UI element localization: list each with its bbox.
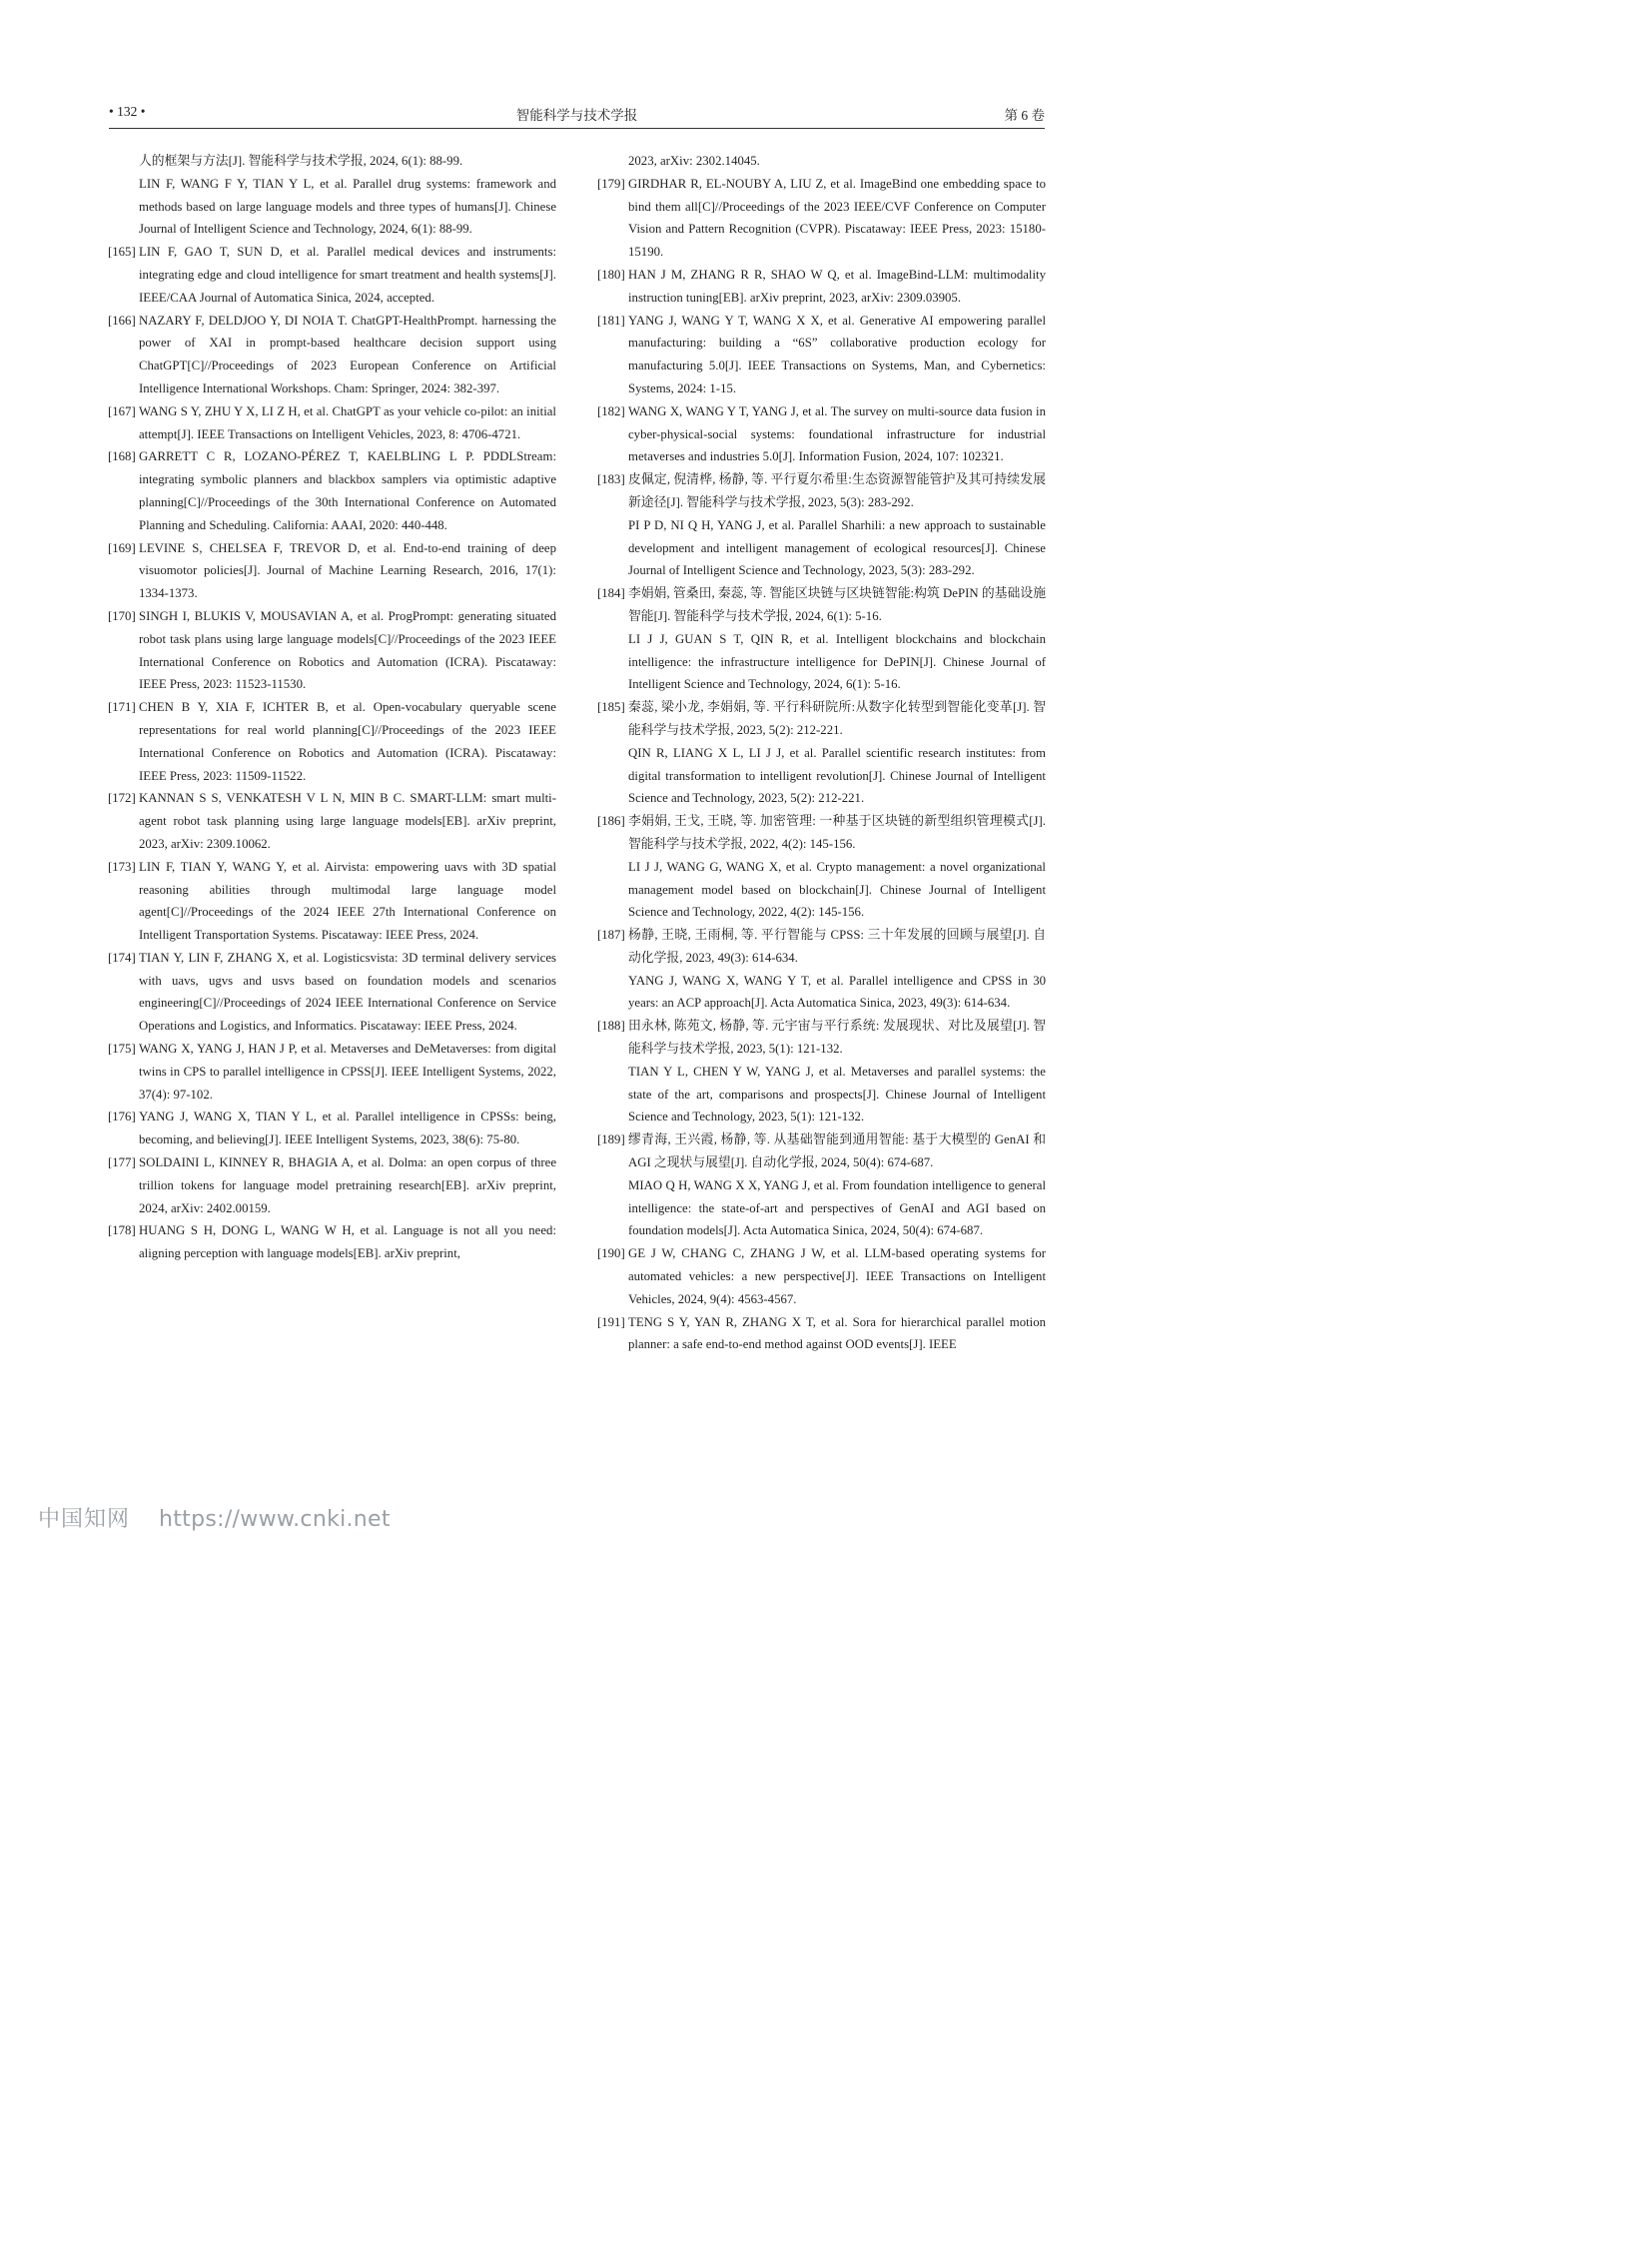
reference-text: TIAN Y, LIN F, ZHANG X, et al. Logisticsvista: 3D terminal delivery services with uavs, ugvs and usvs based on foundation models and scenarios engineering[C]//Proceedings of 2024 IEEE International Conference on Service Operations and Logistics, and Informatics. Piscataway: IEEE Press, 2024. xyxy=(139,950,556,1034)
header-rule xyxy=(109,128,1045,129)
reference-text: SOLDAINI L, KINNEY R, BHAGIA A, et al. Dolma: an open corpus of three trillion tokens for language model pretraining research[EB]. arXiv preprint, 2024, arXiv: 2402.00159. xyxy=(139,1155,556,1215)
watermark-site-name: 中国知网 xyxy=(38,1507,131,1532)
reference-entry xyxy=(109,400,556,446)
reference-text: NAZARY F, DELDJOO Y, DI NOIA T. ChatGPT-HealthPrompt. harnessing the power of XAI in prompt-based healthcare decision support using ChatGPT[C]//Proceedings of 2023 European Conference on Artificial Intelligence International Workshops. Cham: Springer, 2024: 382-397. xyxy=(139,313,556,395)
reference-text: GIRDHAR R, EL-NOUBY A, LIU Z, et al. ImageBind one embedding space to bind them all[C]//Proceedings of the 2023 IEEE/CVF Conference on Computer Vision and Pattern Recognition (CVPR). Piscataway: IEEE Press, 2023: 15180-15190. xyxy=(628,176,1046,260)
reference-text: 皮佩定, 倪清桦, 杨静, 等. 平行夏尔希里:生态资源智能管护及其可持续发展新途径[J]. 智能科学与技术学报, 2023, 5(3): 283-292. xyxy=(628,472,1046,509)
reference-entry xyxy=(109,310,556,400)
reference-entry xyxy=(598,1015,1046,1128)
reference-entry xyxy=(109,241,556,309)
right-column xyxy=(598,150,1046,1356)
reference-text: LI J J, GUAN S T, QIN R, et al. Intelligent blockchains and blockchain intelligence: the infrastructure intelligence for DePIN[J]. Chinese Journal of Intelligent Science and Technology, 2024, 6(1): 5-16. xyxy=(628,631,1046,692)
reference-entry xyxy=(109,696,556,787)
reference-entry xyxy=(598,582,1046,696)
reference-entry xyxy=(109,856,556,947)
reference-text: WANG X, YANG J, HAN J P, et al. Metaverses and DeMetaverses: from digital twins in CPS to parallel intelligence in CPSS[J]. IEEE Intelligent Systems, 2022, 37(4): 97-102. xyxy=(139,1042,556,1102)
reference-number: [165] xyxy=(108,245,136,260)
reference-number: [181] xyxy=(597,313,625,328)
reference-text: PI P D, NI Q H, YANG J, et al. Parallel Sharhili: a new approach to sustainable development and intelligent management of ecological resources[J]. Chinese Journal of Intelligent Science and Technology, 2023, 5(3): 283-292. xyxy=(628,517,1046,578)
reference-entry xyxy=(598,810,1046,924)
reference-text: HAN J M, ZHANG R R, SHAO W Q, et al. ImageBind-LLM: multimodality instruction tuning[EB]. arXiv preprint, 2023, arXiv: 2309.03905. xyxy=(628,267,1046,305)
reference-text: 李娟娟, 管桑田, 秦蕊, 等. 智能区块链与区块链智能:构筑 DePIN 的基础设施智能[J]. 智能科学与技术学报, 2024, 6(1): 5-16. xyxy=(628,586,1046,623)
reference-entry xyxy=(598,400,1046,468)
watermark-url[interactable]: https://www.cnki.net xyxy=(159,1507,391,1532)
reference-number: [170] xyxy=(108,608,136,623)
reference-text: GE J W, CHANG C, ZHANG J W, et al. LLM-based operating systems for automated vehicles: a new perspective[J]. IEEE Transactions on Intelligent Vehicles, 2024, 9(4): 4563-4567. xyxy=(628,1246,1046,1306)
reference-number: [179] xyxy=(597,176,625,191)
reference-number: [185] xyxy=(597,700,625,715)
reference-number: [190] xyxy=(597,1246,625,1261)
reference-number: [174] xyxy=(108,950,136,965)
reference-entry xyxy=(109,445,556,536)
reference-number: [169] xyxy=(108,540,136,555)
reference-text: 杨静, 王晓, 王雨桐, 等. 平行智能与 CPSS: 三十年发展的回顾与展望[J]. 自动化学报, 2023, 49(3): 614-634. xyxy=(628,928,1046,965)
reference-entry xyxy=(598,1242,1046,1310)
reference-number: [184] xyxy=(597,586,625,601)
reference-entry xyxy=(109,1038,556,1106)
reference-entry xyxy=(598,310,1046,400)
reference-text: 2023, arXiv: 2302.14045. xyxy=(628,154,760,168)
reference-continuation xyxy=(598,150,1046,173)
reference-entry xyxy=(598,924,1046,1015)
reference-text: WANG S Y, ZHU Y X, LI Z H, et al. ChatGPT as your vehicle co-pilot: an initial attempt[J]. IEEE Transactions on Intelligent Vehicles, 2023, 8: 4706-4721. xyxy=(139,403,556,441)
reference-number: [175] xyxy=(108,1042,136,1057)
reference-entry xyxy=(598,696,1046,810)
reference-entry xyxy=(598,1128,1046,1242)
reference-text: CHEN B Y, XIA F, ICHTER B, et al. Open-vocabulary queryable scene representations for real world planning[C]//Proceedings of the 2023 IEEE International Conference on Robotics and Automation (ICRA). Piscataway: IEEE Press, 2023: 11509-11522. xyxy=(139,700,556,783)
reference-text: KANNAN S S, VENKATESH V L N, MIN B C. SMART-LLM: smart multi-agent robot task planning using large language models[EB]. arXiv preprint, 2023, arXiv: 2309.10062. xyxy=(139,791,556,851)
reference-text: MIAO Q H, WANG X X, YANG J, et al. From foundation intelligence to general intelligence: the state-of-art and perspectives of GenAI and AGI based on foundation models[J]. Acta Automatica Sinica, 2024, 50(4): 674-687. xyxy=(628,1177,1046,1238)
reference-number: [171] xyxy=(108,700,136,715)
reference-number: [173] xyxy=(108,859,136,874)
reference-number: [177] xyxy=(108,1155,136,1170)
reference-entry xyxy=(109,947,556,1038)
reference-number: [167] xyxy=(108,403,136,418)
reference-entry xyxy=(109,1151,556,1219)
reference-text: YANG J, WANG X, WANG Y T, et al. Parallel intelligence and CPSS in 30 years: an ACP approach[J]. Acta Automatica Sinica, 2023, 49(3): 614-634. xyxy=(628,973,1046,1011)
reference-entry xyxy=(598,264,1046,310)
reference-text: 缪青海, 王兴霞, 杨静, 等. 从基础智能到通用智能: 基于大模型的 GenAI 和 AGI 之现状与展望[J]. 自动化学报, 2024, 50(4): 674-687. xyxy=(628,1132,1046,1170)
reference-number: [176] xyxy=(108,1110,136,1124)
reference-text: LIN F, TIAN Y, WANG Y, et al. Airvista: empowering uavs with 3D spatial reasoning abilities through multimodal large language model agent[C]//Proceedings of the 2024 IEEE 27th International Conference on Intelligent Transportation Systems. Piscataway: IEEE Press, 2024. xyxy=(139,859,556,943)
reference-text: 人的框架与方法[J]. 智能科学与技术学报, 2024, 6(1): 88-99. xyxy=(139,154,463,168)
reference-text: HUANG S H, DONG L, WANG W H, et al. Language is not all you need: aligning perception with language models[EB]. arXiv preprint, xyxy=(139,1223,556,1261)
reference-number: [166] xyxy=(108,313,136,328)
page-number: • 132 • xyxy=(109,104,146,119)
reference-number: [168] xyxy=(108,449,136,464)
reference-number: [189] xyxy=(597,1132,625,1147)
reference-number: [172] xyxy=(108,791,136,806)
reference-text: GARRETT C R, LOZANO-PÉREZ T, KAELBLING L P. PDDLStream: integrating symbolic planners and blackbox samplers via optimistic adaptive planning[C]//Proceedings of the 30th International Conference on Automated Planning and Scheduling. California: AAAI, 2020: 440-448. xyxy=(139,449,556,532)
reference-text: YANG J, WANG X, TIAN Y L, et al. Parallel intelligence in CPSSs: being, becoming, and believing[J]. IEEE Intelligent Systems, 2023, 38(6): 75-80. xyxy=(139,1110,556,1147)
reference-continuation xyxy=(109,150,556,241)
reference-entry xyxy=(598,173,1046,264)
reference-text: QIN R, LIANG X L, LI J J, et al. Parallel scientific research institutes: from digital transformation to intelligent revolution[J]. Chinese Journal of Intelligent Science and Technology, 2023, 5(2): 212-221. xyxy=(628,745,1046,806)
reference-number: [180] xyxy=(597,267,625,282)
journal-title: 智能科学与技术学报 xyxy=(515,108,638,123)
running-header xyxy=(109,104,1045,126)
reference-entry xyxy=(109,1219,556,1265)
reference-text: LI J J, WANG G, WANG X, et al. Crypto management: a novel organizational management model based on blockchain[J]. Chinese Journal of Intelligent Science and Technology, 2022, 4(2): 145-156. xyxy=(628,859,1046,920)
reference-number: [188] xyxy=(597,1019,625,1034)
reference-text: LIN F, WANG F Y, TIAN Y L, et al. Parallel drug systems: framework and methods based on large language models and three types of humans[J]. Chinese Journal of Intelligent Science and Technology, 2024, 6(1): 88-99. xyxy=(139,176,556,237)
reference-text: LIN F, GAO T, SUN D, et al. Parallel medical devices and instruments: integrating edge and cloud intelligence for smart treatment and health systems[J]. IEEE/CAA Journal of Automatica Sinica, 2024, accepted. xyxy=(139,245,556,305)
reference-number: [187] xyxy=(597,928,625,943)
reference-text: 田永林, 陈苑文, 杨静, 等. 元宇宙与平行系统: 发展现状、对比及展望[J]. 智能科学与技术学报, 2023, 5(1): 121-132. xyxy=(628,1019,1046,1057)
reference-entry xyxy=(598,468,1046,582)
cnki-watermark xyxy=(38,1502,391,1538)
reference-number: [186] xyxy=(597,814,625,829)
reference-number: [191] xyxy=(597,1314,625,1329)
reference-text: WANG X, WANG Y T, YANG J, et al. The survey on multi-source data fusion in cyber-physical-social systems: foundational infrastructure for industrial metaverses and industries 5.0[J]. Information Fusion, 2024, 107: 102321. xyxy=(628,403,1046,464)
reference-entry xyxy=(598,1311,1046,1357)
reference-text: YANG J, WANG Y T, WANG X X, et al. Generative AI empowering parallel manufacturing: building a “6S” collaborative production ecology for manufacturing 5.0[J]. IEEE Transactions on Systems, Man, and Cybernetics: Systems, 2024: 1-15. xyxy=(628,313,1046,395)
reference-number: [183] xyxy=(597,472,625,487)
reference-text: TENG S Y, YAN R, ZHANG X T, et al. Sora for hierarchical parallel motion planner: a safe end-to-end method against OOD events[J]. IEEE xyxy=(628,1314,1046,1352)
reference-number: [178] xyxy=(108,1223,136,1238)
volume-label: 第 6 卷 xyxy=(1004,108,1045,123)
reference-entry xyxy=(109,605,556,696)
reference-text: TIAN Y L, CHEN Y W, YANG J, et al. Metaverses and parallel systems: the state of the art, comparisons and prospects[J]. Chinese Journal of Intelligent Science and Technology, 2023, 5(1): 121-132. xyxy=(628,1064,1046,1124)
reference-text: LEVINE S, CHELSEA F, TREVOR D, et al. End-to-end training of deep visuomotor policies[J]. Journal of Machine Learning Research, 2016, 17(1): 1334-1373. xyxy=(139,540,556,601)
reference-number: [182] xyxy=(597,403,625,418)
reference-text: 秦蕊, 梁小龙, 李娟娟, 等. 平行科研院所:从数字化转型到智能化变革[J]. 智能科学与技术学报, 2023, 5(2): 212-221. xyxy=(628,700,1046,737)
reference-text: SINGH I, BLUKIS V, MOUSAVIAN A, et al. ProgPrompt: generating situated robot task plans using large language models[C]//Proceedings of the 2023 IEEE International Conference on Robotics and Automation (ICRA). Piscataway: IEEE Press, 2023: 11523-11530. xyxy=(139,608,556,692)
reference-entry xyxy=(109,537,556,605)
reference-entry xyxy=(109,787,556,855)
reference-entry xyxy=(109,1106,556,1151)
left-column xyxy=(109,150,556,1265)
reference-text: 李娟娟, 王戈, 王晓, 等. 加密管理: 一种基于区块链的新型组织管理模式[J]. 智能科学与技术学报, 2022, 4(2): 145-156. xyxy=(628,814,1046,851)
